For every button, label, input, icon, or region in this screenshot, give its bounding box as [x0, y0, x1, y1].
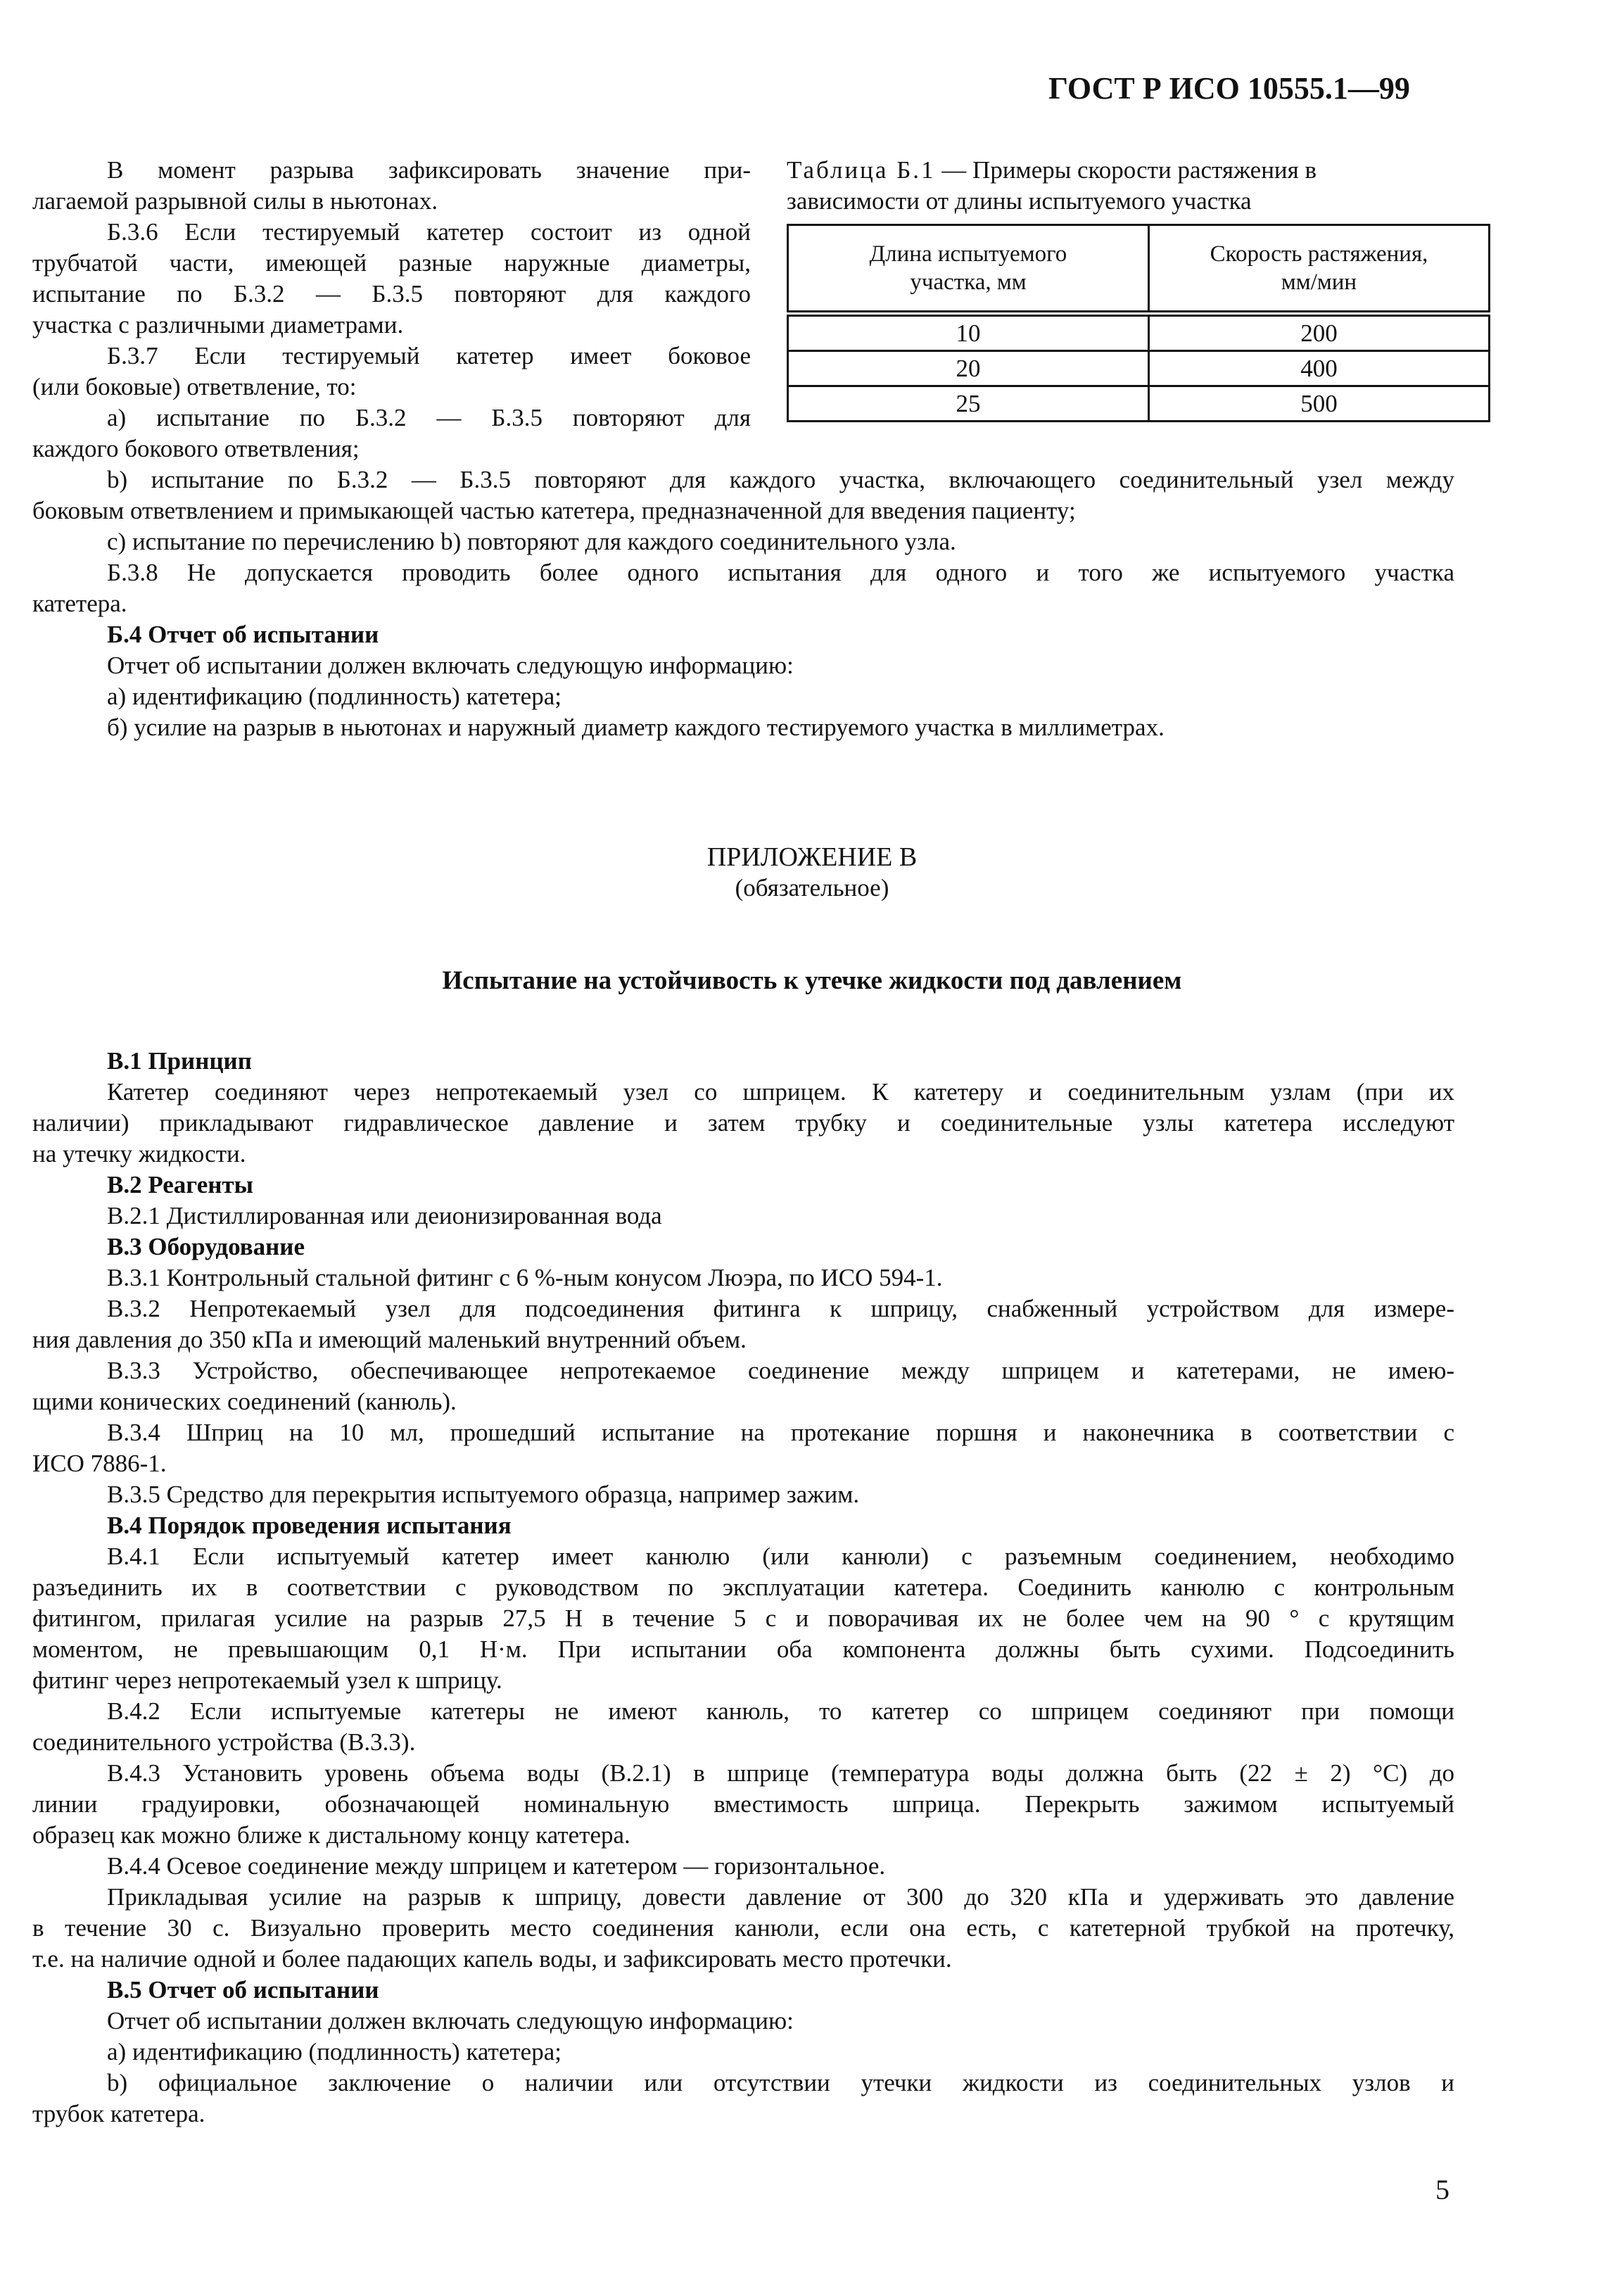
table-cell-speed: 500 [1149, 386, 1490, 422]
appendix-title: ПРИЛОЖЕНИЕ В [706, 842, 918, 872]
table-cell-length: 10 [788, 314, 1149, 351]
left-col-line: а) испытание по Б.3.2 — Б.3.5 повторяют для [107, 404, 751, 431]
section-heading: В.1 Принцип [107, 1047, 252, 1075]
table-row [788, 386, 1490, 422]
body-line: В.3.4 Шприц на 10 мл, прошедший испытание на протекание поршня и наконечника в соответствии с [107, 1419, 1454, 1446]
section-heading: В.3 Оборудование [107, 1233, 305, 1260]
table-caption [787, 155, 1490, 186]
body-line: ния давления до 350 кПа и имеющий маленький внутренний объем. [32, 1326, 747, 1353]
body-line: Катетер соединяют через непротекаемый узел со шприцем. К катетеру и соединительным узлам (при их [107, 1078, 1454, 1106]
body-line: В.4.4 Осевое соединение между шприцем и катетером — горизонтальное. [107, 1852, 886, 1880]
body-line: В.4.3 Установить уровень объема воды (В.2.1) в шприце (температура воды должна быть (22 ± 2) °С) до [107, 1759, 1454, 1787]
body-line: а) идентификацию (подлинность) катетера; [107, 2038, 562, 2065]
body-line: фитингом, прилагая усилие на разрыв 27,5 Н в течение 5 с и поворачивая их не более чем на 90 ° с крутящим [32, 1604, 1454, 1632]
body-line: В.2.1 Дистиллированная или деионизированная вода [107, 1202, 662, 1229]
section-heading: Б.4 Отчет об испытании [107, 621, 379, 648]
body-line: моментом, не превышающим 0,1 Н·м. При испытании оба компонента должны быть сухими. Подсоединить [32, 1635, 1454, 1663]
body-line: В.4.2 Если испытуемые катетеры не имеют канюль, то катетер со шприцем соединяют при помощи [107, 1697, 1454, 1725]
appendix-status: (обязательное) [735, 874, 889, 901]
table-header-length-line1: Длина испытуемого [869, 241, 1067, 267]
body-line: в течение 30 с. Визуально проверить место соединения канюли, если она есть, с катетерной трубкой на протечку, [32, 1914, 1454, 1942]
left-col-line: участка с различными диаметрами. [32, 311, 404, 338]
table-header-speed-line2: мм/мин [1281, 270, 1357, 295]
body-line: b) испытание по Б.3.2 — Б.3.5 повторяют для каждого участка, включающего соединительный узел между [107, 466, 1454, 493]
body-line: Отчет об испытании должен включать следующую информацию: [107, 652, 794, 679]
appendix-heading: Испытание на устойчивость к утечке жидкости под давлением [442, 966, 1182, 995]
table-caption-prefix: Таблица Б.1 [787, 156, 936, 184]
header-doc-code: ГОСТ Р ИСО 10555.1—99 [1048, 71, 1410, 106]
body-line: боковым ответвлением и примыкающей частью катетера, предназначенной для введения пациенту; [32, 497, 1076, 524]
left-col-line: В момент разрыва зафиксировать значение при- [107, 156, 751, 184]
body-line: В.4.1 Если испытуемый катетер имеет канюлю (или канюли) с разъемным соединением, необходимо [107, 1543, 1454, 1570]
body-line: а) идентификацию (подлинность) катетера; [107, 683, 562, 710]
body-line: соединительного устройства (В.3.3). [32, 1728, 416, 1756]
body-line: фитинг через непротекаемый узел к шприцу. [32, 1666, 502, 1694]
left-col-line: каждого бокового ответвления; [32, 435, 360, 462]
body-line: В.3.2 Непротекаемый узел для подсоединения фитинга к шприцу, снабженный устройством для измере- [107, 1295, 1454, 1322]
left-col-line: Б.3.6 Если тестируемый катетер состоит из одной [107, 218, 751, 246]
body-line: b) официальное заключение о наличии или отсутствии утечки жидкости из соединительных узлов и [107, 2069, 1454, 2096]
table-cell-length: 25 [788, 386, 1149, 422]
body-line: т.е. на наличие одной и более падающих капель воды, и зафиксировать место протечки. [32, 1945, 952, 1973]
section-heading: В.2 Реагенты [107, 1171, 253, 1198]
section-heading: В.4 Порядок проведения испытания [107, 1512, 512, 1539]
table-row [788, 351, 1490, 386]
table-cell-length: 20 [788, 351, 1149, 386]
body-line: на утечку жидкости. [32, 1140, 246, 1167]
table-row [788, 314, 1490, 351]
table-header-length [788, 225, 1149, 314]
body-line: разъединить их в соответствии с руководством по эксплуатации катетера. Соединить канюлю с контрольным [32, 1574, 1454, 1601]
body-line: образец как можно ближе к дистальному концу катетера. [32, 1821, 630, 1849]
body-line: Прикладывая усилие на разрыв к шприцу, довести давление от 300 до 320 кПа и удерживать это давление [107, 1883, 1454, 1911]
body-line: б) усилие на разрыв в ньютонах и наружный диаметр каждого тестируемого участка в миллиметрах. [107, 714, 1165, 741]
body-line: В.3.3 Устройство, обеспечивающее непротекаемое соединение между шприцем и катетерами, не имею- [107, 1357, 1454, 1384]
table-header-speed-line1: Скорость растяжения, [1210, 241, 1428, 267]
body-line: линии градуировки, обозначающей номинальную вместимость шприца. Перекрыть зажимом испытуемый [32, 1790, 1454, 1818]
table-cell-speed: 200 [1149, 314, 1490, 351]
table-header-row [788, 225, 1490, 314]
body-line: наличии) прикладывают гидравлическое давление и затем трубку и соединительные узлы катетера исследуют [32, 1109, 1454, 1137]
table-header-length-line2: участка, мм [910, 270, 1027, 295]
body-line: Б.3.8 Не допускается проводить более одного испытания для одного и того же испытуемого участка [107, 559, 1454, 586]
body-line: В.3.5 Средство для перекрытия испытуемого образца, например зажим. [107, 1481, 860, 1508]
body-line: Отчет об испытании должен включать следующую информацию: [107, 2007, 794, 2034]
table-caption-text: — Примеры скорости растяжения в [935, 156, 1317, 184]
left-col-line: трубчатой части, имеющей разные наружные диаметры, [32, 249, 751, 277]
page-number: 5 [1435, 2174, 1449, 2205]
left-col-line: Б.3.7 Если тестируемый катетер имеет боковое [107, 342, 751, 369]
left-col-line: испытание по Б.3.2 — Б.3.5 повторяют для каждого [32, 280, 751, 308]
body-line: трубок катетера. [32, 2100, 205, 2127]
body-line: щими конических соединений (канюль). [32, 1388, 457, 1415]
body-line: с) испытание по перечислению b) повторяют для каждого соединительного узла. [107, 528, 956, 555]
table-header-speed [1149, 225, 1490, 314]
body-line: ИСО 7886-1. [32, 1450, 167, 1477]
section-heading: В.5 Отчет об испытании [107, 1976, 379, 2004]
table-cell-speed: 400 [1149, 351, 1490, 386]
body-line: В.3.1 Контрольный стальной фитинг с 6 %-ным конусом Люэра, по ИСО 594-1. [107, 1264, 943, 1291]
body-line: катетера. [32, 590, 127, 617]
left-col-line: лагаемой разрывной силы в ньютонах. [32, 187, 438, 215]
left-col-line: (или боковые) ответвление, то: [32, 373, 357, 400]
speed-table [787, 224, 1490, 422]
table-caption-line2: зависимости от длины испытуемого участка [787, 187, 1252, 215]
